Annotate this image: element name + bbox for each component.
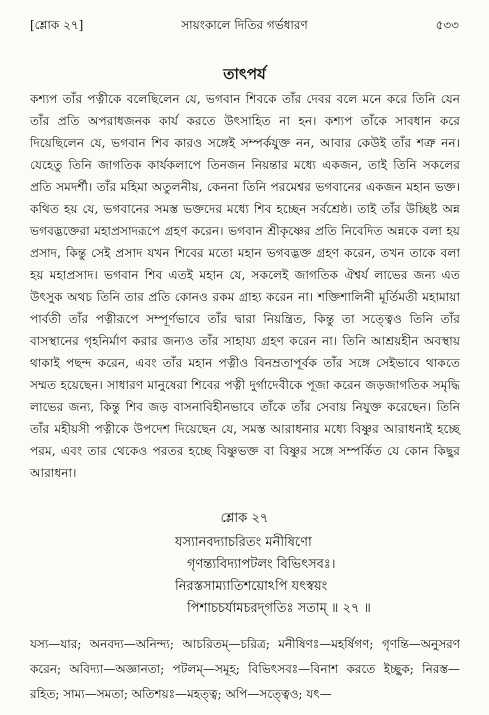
purport-text: কশ্যপ তাঁর পত্নীকে বলেছিলেন যে, ভগবান শিবকে তাঁর দেবর বলে মনে করে তিনি যেন তাঁর প্রতি অপরাধজনক কার্য করতে উৎসাহিত না হন। কশ্যপ তাঁকে সাবধান করে দিয়েছিলেন যে, ভগবান শিব কারও সঙ্গেই সম্পর্কযুক্ত নন, আবার কেউই তাঁর শত্রু নন। যেহেতু তিনি জাগতিক কার্যকলাপে তিনজন নিয়ন্তার মধ্যে একজন, তাই তিনি সকলের প্রতি সমদর্শী। তাঁর মহিমা অতুলনীয়, কেননা তিনি পরমেশ্বর ভগবানের একজন মহান ভক্ত। কথিত হয় যে, ভগবানের সমস্ত ভক্তদের মধ্যে শিব হচ্ছেন সর্বশ্রেষ্ঠ। তাই তাঁর উচ্ছিষ্ট অন্ন ভগবদ্ভক্তেরা মহাপ্রসাদরূপে গ্রহণ করেন। ভগবান শ্রীকৃষ্ণের প্রতি নিবেদিত অন্নকে বলা হয় প্রসাদ, কিন্তু সেই প্রসাদ যখন শিবের মতো মহান ভগবদ্ভক্ত গ্রহণ করেন, তখন তাকে বলা হয় মহাপ্রসাদ। ভগবান শিব এতই মহান যে, সকলেই জাগতিক ঐশ্বর্য লাভের জন্য এত উৎসুক অথচ তিনি তার প্রতি কোনও রকম গ্রাহ্য করেন না। শক্তিশালিনী মূর্তিমতী মহামায়া পার্বতী তাঁর পত্নীরূপে সম্পূর্ণভাবে তাঁর দ্বারা নিয়ন্ত্রিত, কিন্তু তা সত্ত্বেও তিনি তাঁর বাসস্থানের গৃহনির্মাণ করার জন্যও তাঁর সাহায্য গ্রহণ করেন না। তিনি আশ্রয়হীন অবস্থায় থাকাই পছন্দ করেন, এবং তাঁর মহান পত্নীও বিনম্রতাপূর্বক তাঁর সঙ্গে সেইভাবে থাকতে সম্মত হয়েছেন। সাধারণ মানুষেরা শিবের পত্নী দুর্গাদেবীকে পূজা করেন জড়জাগতিক সমৃদ্ধি লাভের জন্য, কিন্তু শিব জড় বাসনাবিহীনভাবে তাঁকে তাঁর সেবায় নিযুক্ত করেছেন। তিনি তাঁর মহীয়সী পত্নীকে উপদেশ দিয়েছেন যে, সমস্ত আরাধনার মধ্যে বিষ্ণুর আরাধনাই হচ্ছে পরম, এবং তার থেকেও পরতর হচ্ছে বিষ্ণুভক্ত বা বিষ্ণুর সঙ্গে সম্পর্কিত যে কোন কিছুর আরাধনা। [30,92,460,480]
purport-title: তাৎপর্য [223,65,266,83]
page-header [30,14,459,36]
verse-line: গৃণন্ত্যবিদ্যাপটলং বিভিৎসবঃ। [187,557,336,572]
sanskrit-verse [175,532,475,620]
verse-line: নিরস্তসাম্যাতিশয়োঽপি যৎস্বয়ং [175,579,328,594]
verse-line: পিশাচচর্যামচরদ্‌গতিঃ সতাম্‌ ॥ ২৭ ॥ [187,601,371,616]
word-meanings: যস্য—যার; অনবদ্য—অনিন্দ্য; আচরিতম্—চরিত্র; মনীষিণঃ—মহর্ষিগণ; গৃণন্তি—অনুসরণ করেন; অবিদ্যা—অজ্ঞানতা; পটলম্—সমূহ; বিভিৎসবঃ—বিনাশ করতে ইচ্ছুক; নিরস্ত—রহিত; সাম্য—সমতা; অতিশয়ঃ—মহত্ত্ব; অপি—সত্ত্বেও; যৎ— [30,637,460,701]
page-number: ৫৩৩ [435,18,459,32]
running-title: সায়ংকালে দিতির গর্ভধারণ [181,18,308,32]
verse-number: শ্লোক ২৭ [220,511,269,526]
verse-line: যস্যানবদ্যাচরিতং মনীষিণো [175,535,312,550]
verse-reference: [শ্লোক ২৭] [30,18,84,32]
